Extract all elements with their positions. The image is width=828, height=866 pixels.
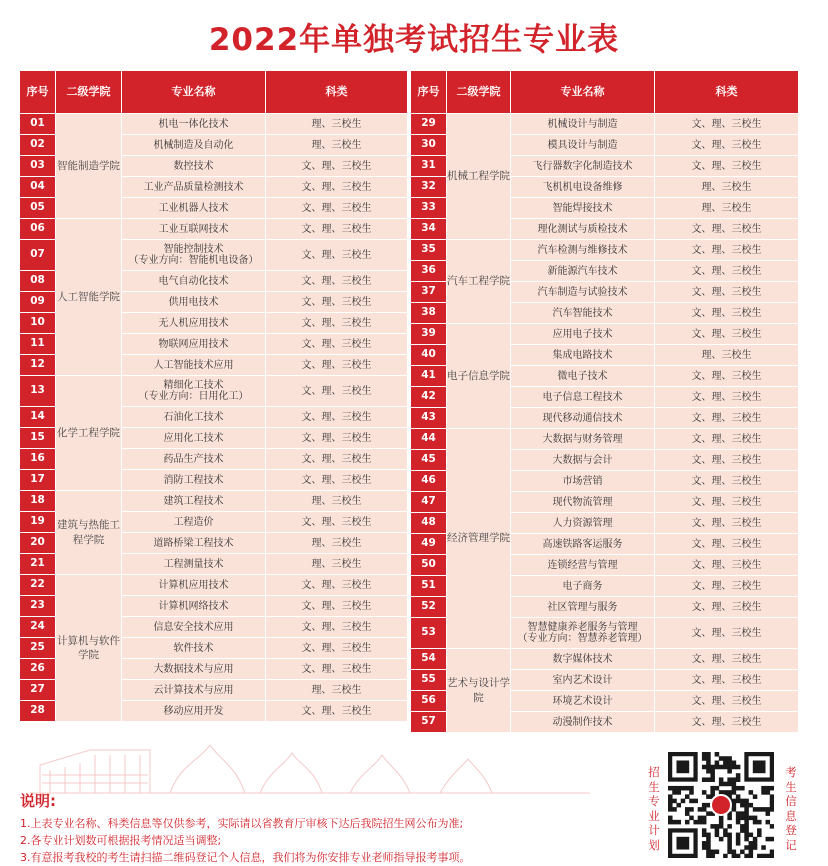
major-name-text: 现代移动通信技术: [542, 412, 623, 424]
row-number: 44: [411, 429, 447, 450]
major-name-text: 人力资源管理: [552, 517, 613, 529]
subject-category: 文、理、三校生: [266, 292, 408, 313]
subject-category: 文、理、三校生: [655, 670, 799, 691]
major-name: [511, 303, 655, 324]
campus-building-watermark: [30, 725, 590, 795]
major-name: [511, 597, 655, 618]
note-line: 1.上表专业名称、科类信息等仅供参考，实际请以省教育厅审核下达后我院招生网公布为准;: [20, 817, 464, 830]
subject-category: 理、三校生: [655, 177, 799, 198]
subject-category: 文、理、三校生: [655, 513, 799, 534]
row-number: 50: [411, 555, 447, 576]
row-number: 36: [411, 261, 447, 282]
major-name: [511, 261, 655, 282]
major-name-text: 工业机器人技术: [158, 202, 229, 214]
major-name: [511, 156, 655, 177]
subject-category: 文、理、三校生: [655, 534, 799, 555]
major-name-text: 机电一体化技术: [158, 118, 229, 130]
row-number: 10: [20, 313, 56, 334]
qr-code[interactable]: [668, 752, 774, 858]
row-number: 41: [411, 366, 447, 387]
row-number: 19: [20, 512, 56, 533]
notes-title: 说明:: [20, 792, 56, 810]
major-name-text: 云计算技术与应用: [153, 684, 234, 696]
row-number: 01: [20, 114, 56, 135]
row-number: 20: [20, 533, 56, 554]
major-name: [511, 114, 655, 135]
major-name-text: 供用电技术: [168, 296, 219, 308]
major-name: [122, 491, 266, 512]
table-row: [20, 219, 408, 240]
department-cell: 智能制造学院: [56, 114, 122, 219]
row-number: 33: [411, 198, 447, 219]
major-name-text: 高速铁路客运服务: [542, 538, 623, 550]
subject-category: 文、理、三校生: [655, 450, 799, 471]
major-name-text: 汽车智能技术: [552, 307, 613, 319]
major-name: [511, 670, 655, 691]
major-name: [122, 575, 266, 596]
table-row: [411, 324, 799, 345]
major-name-text: 室内艺术设计: [552, 674, 613, 686]
department-cell: 电子信息学院: [447, 324, 511, 429]
row-number: 43: [411, 408, 447, 429]
subject-category: 文、理、三校生: [266, 428, 408, 449]
major-name: [511, 387, 655, 408]
row-number: 13: [20, 376, 56, 407]
header-major: 专业名称: [511, 71, 655, 114]
major-name: [122, 219, 266, 240]
major-name: [511, 282, 655, 303]
major-name: [511, 429, 655, 450]
row-number: 56: [411, 691, 447, 712]
major-name: [122, 313, 266, 334]
table-row: [20, 491, 408, 512]
subject-category: 理、三校生: [266, 114, 408, 135]
subject-category: 文、理、三校生: [266, 659, 408, 680]
row-number: 21: [20, 554, 56, 575]
header-subject: 科类: [266, 71, 408, 114]
department-cell: 汽车工程学院: [447, 240, 511, 324]
row-number: 12: [20, 355, 56, 376]
major-name-text: 建筑工程技术: [163, 495, 224, 507]
major-name: [122, 177, 266, 198]
major-name: [511, 450, 655, 471]
row-number: 09: [20, 292, 56, 313]
major-name-text: 集成电路技术: [552, 349, 613, 361]
major-name-text: 理化测试与质检技术: [537, 223, 628, 235]
major-name: [511, 534, 655, 555]
major-name: [511, 555, 655, 576]
major-name: [511, 240, 655, 261]
major-name: [122, 680, 266, 701]
major-name: [122, 240, 266, 271]
subject-category: 文、理、三校生: [655, 471, 799, 492]
table-header-row: [411, 71, 799, 114]
major-name-text: 大数据技术与应用: [153, 663, 234, 675]
major-name: [511, 649, 655, 670]
qr-code-icon: [668, 752, 774, 858]
subject-category: 文、理、三校生: [655, 324, 799, 345]
major-name: [122, 659, 266, 680]
major-name-text: 智能控制技术: [163, 244, 224, 255]
major-name: [122, 114, 266, 135]
row-number: 34: [411, 219, 447, 240]
row-number: 49: [411, 534, 447, 555]
subject-category: 文、理、三校生: [266, 512, 408, 533]
row-number: 27: [20, 680, 56, 701]
subject-category: 文、理、三校生: [655, 261, 799, 282]
subject-category: 文、理、三校生: [655, 712, 799, 733]
major-name-text: 电子信息工程技术: [542, 391, 623, 403]
major-name-text: 现代物流管理: [552, 496, 613, 508]
major-name-text: 消防工程技术: [163, 474, 224, 486]
row-number: 03: [20, 156, 56, 177]
row-number: 06: [20, 219, 56, 240]
row-number: 47: [411, 492, 447, 513]
major-name: [122, 271, 266, 292]
major-name: [122, 701, 266, 722]
major-name-text: 连锁经营与管理: [547, 559, 618, 571]
row-number: 05: [20, 198, 56, 219]
table-row: [20, 575, 408, 596]
major-name-text: 智慧健康养老服务与管理: [527, 622, 638, 633]
major-name: [122, 638, 266, 659]
subject-category: 理、三校生: [655, 198, 799, 219]
major-name-text: 社区管理与服务: [547, 601, 618, 613]
row-number: 16: [20, 449, 56, 470]
subject-category: 文、理、三校生: [266, 638, 408, 659]
major-name-text: 大数据与财务管理: [542, 433, 623, 445]
row-number: 07: [20, 240, 56, 271]
table-row: [411, 240, 799, 261]
major-name: [122, 292, 266, 313]
subject-category: 理、三校生: [266, 135, 408, 156]
majors-table-left: [19, 70, 408, 722]
row-number: 15: [20, 428, 56, 449]
row-number: 30: [411, 135, 447, 156]
subject-category: 文、理、三校生: [655, 114, 799, 135]
major-name-text: 移动应用开发: [163, 705, 224, 717]
major-name-text: 机械制造及自动化: [153, 139, 234, 151]
major-name-text: 机械设计与制造: [547, 118, 618, 130]
major-name: [511, 135, 655, 156]
subject-category: 文、理、三校生: [266, 470, 408, 491]
major-name-text: 电气自动化技术: [158, 275, 229, 287]
row-number: 31: [411, 156, 447, 177]
subject-category: 文、理、三校生: [266, 407, 408, 428]
major-name: [122, 428, 266, 449]
subject-category: 文、理、三校生: [655, 135, 799, 156]
row-number: 32: [411, 177, 447, 198]
major-name-text: 药品生产技术: [163, 453, 224, 465]
major-name-text: 数控技术: [173, 160, 214, 172]
major-name-text: 汽车检测与维修技术: [537, 244, 628, 256]
subject-category: 文、理、三校生: [655, 618, 799, 649]
row-number: 55: [411, 670, 447, 691]
department-cell: 化学工程学院: [56, 376, 122, 491]
row-number: 25: [20, 638, 56, 659]
majors-table-right: [410, 70, 799, 733]
subject-category: 文、理、三校生: [266, 334, 408, 355]
subject-category: 文、理、三校生: [266, 617, 408, 638]
major-name-text: 计算机应用技术: [158, 579, 229, 591]
subject-category: 文、理、三校生: [266, 177, 408, 198]
subject-category: 文、理、三校生: [266, 313, 408, 334]
subject-category: 理、三校生: [266, 533, 408, 554]
row-number: 57: [411, 712, 447, 733]
subject-category: 文、理、三校生: [266, 271, 408, 292]
department-cell: 艺术与设计学院: [447, 649, 511, 733]
major-name-text: 工业互联网技术: [158, 223, 229, 235]
major-name: [122, 198, 266, 219]
major-name-text: 信息安全技术应用: [153, 621, 234, 633]
major-name: [511, 618, 655, 649]
subject-category: 文、理、三校生: [655, 303, 799, 324]
major-name-text: 电子商务: [562, 580, 603, 592]
major-name-text: 工程造价: [173, 516, 214, 528]
subject-category: 文、理、三校生: [266, 240, 408, 271]
subject-category: 理、三校生: [266, 680, 408, 701]
department-cell: 建筑与热能工程学院: [56, 491, 122, 575]
subject-category: 文、理、三校生: [266, 198, 408, 219]
major-name: [122, 334, 266, 355]
major-name-text: 市场营销: [562, 475, 603, 487]
major-name-text: 环境艺术设计: [552, 695, 613, 707]
major-name: [122, 617, 266, 638]
table-row: [411, 429, 799, 450]
row-number: 38: [411, 303, 447, 324]
major-name-text: 精细化工技术: [163, 380, 224, 391]
note-line: 2.各专业计划数可根据报考情况适当调整;: [20, 834, 222, 847]
major-direction: （专业方向：日用化工）: [138, 391, 249, 402]
table-row: [411, 114, 799, 135]
subject-category: 文、理、三校生: [266, 701, 408, 722]
major-name: [122, 470, 266, 491]
page-title: 2022年单独考试招生专业表: [208, 22, 620, 58]
major-name-text: 汽车制造与试验技术: [537, 286, 628, 298]
major-name-text: 模具设计与制造: [547, 139, 618, 151]
row-number: 28: [20, 701, 56, 722]
subject-category: 理、三校生: [266, 491, 408, 512]
major-name: [511, 366, 655, 387]
row-number: 39: [411, 324, 447, 345]
major-name: [511, 471, 655, 492]
subject-category: 文、理、三校生: [655, 408, 799, 429]
major-name-text: 飞机机电设备维修: [542, 181, 623, 193]
notes-section: [20, 790, 640, 866]
major-name-text: 无人机应用技术: [158, 317, 229, 329]
note-line: 3.有意报考我校的考生请扫描二维码登记个人信息，我们将为你安排专业老师指导报考事项。: [20, 851, 471, 864]
subject-category: 文、理、三校生: [655, 387, 799, 408]
table-row: [20, 376, 408, 407]
vertical-caption-right: 考生信息登记: [785, 765, 797, 852]
table-header-row: [20, 71, 408, 114]
major-name: [511, 219, 655, 240]
row-number: 54: [411, 649, 447, 670]
subject-category: 文、理、三校生: [266, 355, 408, 376]
major-name: [511, 324, 655, 345]
major-name: [511, 408, 655, 429]
row-number: 46: [411, 471, 447, 492]
row-number: 53: [411, 618, 447, 649]
subject-category: 文、理、三校生: [655, 691, 799, 712]
major-name-text: 应用电子技术: [552, 328, 613, 340]
subject-category: 文、理、三校生: [655, 240, 799, 261]
major-name-text: 新能源汽车技术: [547, 265, 618, 277]
major-name-text: 微电子技术: [557, 370, 608, 382]
major-name-text: 计算机网络技术: [158, 600, 229, 612]
row-number: 24: [20, 617, 56, 638]
subject-category: 文、理、三校生: [266, 596, 408, 617]
subject-category: 理、三校生: [655, 345, 799, 366]
major-name: [122, 596, 266, 617]
major-name: [122, 449, 266, 470]
major-direction: （专业方向：智慧养老管理）: [517, 633, 648, 644]
row-number: 22: [20, 575, 56, 596]
subject-category: 文、理、三校生: [266, 376, 408, 407]
table-row: [411, 649, 799, 670]
subject-category: 文、理、三校生: [655, 597, 799, 618]
major-name-text: 大数据与会计: [552, 454, 613, 466]
subject-category: 文、理、三校生: [266, 449, 408, 470]
subject-category: 文、理、三校生: [655, 429, 799, 450]
major-name: [511, 492, 655, 513]
subject-category: 文、理、三校生: [655, 576, 799, 597]
header-seq: 序号: [411, 71, 447, 114]
row-number: 23: [20, 596, 56, 617]
subject-category: 文、理、三校生: [655, 219, 799, 240]
major-name: [511, 576, 655, 597]
table-row: [20, 114, 408, 135]
major-name: [122, 376, 266, 407]
major-name: [511, 345, 655, 366]
row-number: 08: [20, 271, 56, 292]
major-name-text: 物联网应用技术: [158, 338, 229, 350]
subject-category: 文、理、三校生: [655, 492, 799, 513]
major-name: [122, 355, 266, 376]
subject-category: 文、理、三校生: [266, 156, 408, 177]
row-number: 14: [20, 407, 56, 428]
major-name: [122, 156, 266, 177]
header-subject: 科类: [655, 71, 799, 114]
major-name: [122, 407, 266, 428]
row-number: 18: [20, 491, 56, 512]
major-name: [511, 691, 655, 712]
major-name-text: 飞行器数字化制造技术: [532, 160, 633, 172]
major-name-text: 软件技术: [173, 642, 214, 654]
row-number: 42: [411, 387, 447, 408]
major-name-text: 石油化工技术: [163, 411, 224, 423]
major-name-text: 智能焊接技术: [552, 202, 613, 214]
subject-category: 文、理、三校生: [266, 219, 408, 240]
department-cell: 机械工程学院: [447, 114, 511, 240]
subject-category: 文、理、三校生: [266, 575, 408, 596]
major-name-text: 道路桥梁工程技术: [153, 537, 234, 549]
major-name: [122, 533, 266, 554]
header-major: 专业名称: [122, 71, 266, 114]
major-name: [122, 554, 266, 575]
major-name-text: 应用化工技术: [163, 432, 224, 444]
subject-category: 文、理、三校生: [655, 366, 799, 387]
major-name: [122, 512, 266, 533]
subject-category: 文、理、三校生: [655, 555, 799, 576]
row-number: 35: [411, 240, 447, 261]
major-name-text: 人工智能技术应用: [153, 359, 234, 371]
row-number: 52: [411, 597, 447, 618]
row-number: 26: [20, 659, 56, 680]
row-number: 37: [411, 282, 447, 303]
vertical-caption-left: 招生专业计划: [648, 765, 660, 852]
header-dept: 二级学院: [56, 71, 122, 114]
major-name: [511, 513, 655, 534]
row-number: 48: [411, 513, 447, 534]
major-name: [122, 135, 266, 156]
subject-category: 文、理、三校生: [655, 156, 799, 177]
row-number: 51: [411, 576, 447, 597]
major-name-text: 工程测量技术: [163, 558, 224, 570]
major-name-text: 工业产品质量检测技术: [143, 181, 244, 193]
major-name-text: 动漫制作技术: [552, 716, 613, 728]
row-number: 40: [411, 345, 447, 366]
department-cell: 经济管理学院: [447, 429, 511, 649]
major-name-text: 数字媒体技术: [552, 653, 613, 665]
department-cell: 计算机与软件学院: [56, 575, 122, 722]
header-dept: 二级学院: [447, 71, 511, 114]
row-number: 11: [20, 334, 56, 355]
row-number: 29: [411, 114, 447, 135]
row-number: 04: [20, 177, 56, 198]
row-number: 02: [20, 135, 56, 156]
major-direction: （专业方向：智能机电设备）: [128, 255, 259, 266]
row-number: 45: [411, 450, 447, 471]
subject-category: 理、三校生: [266, 554, 408, 575]
row-number: 17: [20, 470, 56, 491]
major-name: [511, 198, 655, 219]
major-name: [511, 177, 655, 198]
subject-category: 文、理、三校生: [655, 282, 799, 303]
department-cell: 人工智能学院: [56, 219, 122, 376]
subject-category: 文、理、三校生: [655, 649, 799, 670]
header-seq: 序号: [20, 71, 56, 114]
